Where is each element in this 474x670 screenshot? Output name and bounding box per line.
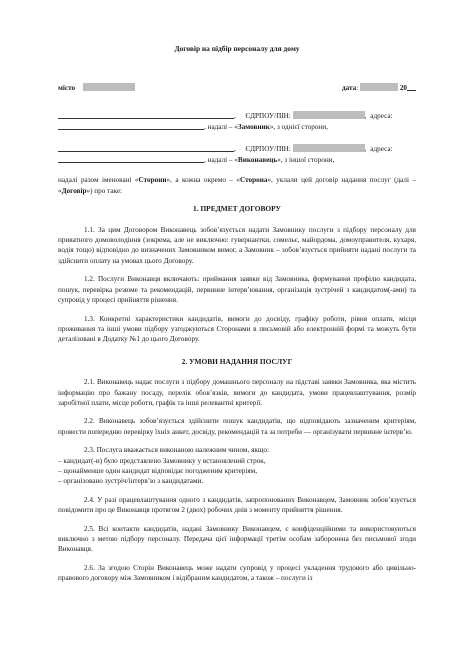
city-date-row	[58, 82, 416, 93]
customer-address-blank[interactable]	[58, 121, 204, 130]
city-label: місто	[58, 84, 76, 93]
contractor-address-blank[interactable]	[58, 154, 204, 163]
party-contractor-line2	[58, 154, 416, 165]
contractor-role: Виконавець	[237, 156, 278, 165]
contractor-role-prefix: , надалі – «	[204, 156, 238, 165]
intro-paragraph: надалі разом іменовані «Сторони», а кожна окремо – «Сторона», уклали цей договір надання послуг (далі – «Договір») про таке:	[58, 176, 416, 195]
contractor-edrpou-blank[interactable]	[293, 144, 365, 152]
year-blank[interactable]	[407, 82, 416, 91]
contractor-address-label: адреса:	[370, 144, 393, 153]
customer-role-prefix: , надалі – «	[204, 123, 238, 132]
clause-1-1: 1.1. За цим Договором Виконавець зобов’язується надати Замовнику послуги з підбору персоналу для приватного домоволодіння (зокрема, але не виключно: гувернантки, сомельє, майордома, домоуправителя, кухаря, водія тощо) відповідно до визначених Замовником вимог, а Замовник – зобов’язується прийняти надані послуги та здійснити оплату на умовах цього Договору.	[58, 225, 416, 265]
party-customer	[58, 110, 416, 133]
section-1-heading: 1. ПРЕДМЕТ ДОГОВОРУ	[193, 204, 281, 214]
section-2-heading: 2. УМОВИ НАДАННЯ ПОСЛУГ	[181, 356, 293, 366]
contractor-role-suffix: », з іншої сторони,	[277, 156, 335, 165]
clause-1-2: 1.2. Послуги Виконавця включають: приймання заявки від Замовника, формування профілю кандидата, пошук, перевірка резюме та рекомендацій, первинне інтерв’ювання, організація зустрічей з кандидатом(-ами) та супровід у процесі прийняття рішення.	[58, 275, 416, 305]
document-title: Договір на підбір персоналу для дому	[174, 44, 300, 53]
party-customer-line1: , ЄДРПОУ/ПІН: , адреса:	[58, 110, 416, 121]
city-blank[interactable]	[83, 83, 135, 91]
clause-2-4: 2.4. У разі працевлаштування одного з кандидатів, запропонованих Виконавцем, Замовник зобов’язується повідомити про це Виконавця протягом 2 (двох) робочих днів з моменту прийняття рішення.	[58, 495, 416, 515]
party-contractor	[58, 143, 416, 166]
clause-2-1: 2.1. Виконавець надає послуги з підбору домашнього персоналу на підставі заявки Замовника, яка містить інформацію про бажану посаду, перелік обов’язків, вимоги до кандидата, умови працевлаштування, розмір заробітної плати, місце роботи, графік та інші релевантні критерії.	[58, 378, 416, 407]
clause-2-5: 2.5. Всі контакти кандидатів, надані Замовнику Виконавцем, є конфіденційними та використовуються виключно з метою підбору персоналу. Передача цієї інформації третім особам заборонена без письмової згоди Виконавця.	[58, 524, 416, 554]
date-blank[interactable]	[360, 83, 398, 91]
customer-name-blank[interactable]	[58, 110, 234, 119]
customer-edrpou-label: ЄДРПОУ/ПІН:	[245, 111, 291, 120]
clause-1-3: 1.3. Конкретні характеристики кандидатів, вимоги до досвіду, графіку роботи, рівня оплати, місця проживання та інші умови підбору узгоджуються Сторонами в письмовій або електронній формі та можуть бути деталізовані в Додатку №1 до цього Договору.	[58, 314, 416, 344]
customer-role-suffix: », з однієї сторони,	[269, 123, 328, 132]
customer-edrpou-blank[interactable]	[293, 111, 365, 119]
list-item: – кандидат(-и) було представлено Замовнику у встановлений строк,	[58, 456, 266, 465]
contractor-name-blank[interactable]	[58, 143, 234, 152]
contractor-edrpou-label: ЄДРПОУ/ПІН:	[245, 144, 291, 153]
party-contractor-line1: , ЄДРПОУ/ПІН: , адреса:	[58, 143, 416, 154]
year-prefix: 20	[399, 84, 407, 93]
clause-2-3	[58, 445, 416, 487]
date-label: дата	[341, 84, 357, 93]
clause-2-2: 2.2. Виконавець зобов’язується здійснити пошук кандидатів, що відповідають зазначеним критеріям, провести попередню перевірку їхніх анкет, досвіду, рекомендацій та за потреби — організувати первинне інтерв’ю.	[58, 417, 416, 436]
clause-2-3-head: 2.3. Послуга вважається виконаною належним чином, якщо:	[84, 446, 269, 455]
city-field	[58, 83, 135, 93]
party-customer-line2	[58, 121, 416, 132]
list-item: – щонайменше один кандидат відповідає погодженим критеріям,	[58, 466, 258, 475]
clause-2-6: 2.6. За згодою Сторін Виконавець може надати супровід у процесі укладення трудового або цивільно-правового договору між Замовником і відібраним кандидатом, а також – послуги із	[58, 563, 416, 583]
list-item: – організовано зустріч/інтерв’ю з кандидатами.	[58, 477, 204, 486]
customer-role: Замовник	[237, 123, 270, 132]
customer-address-label: адреса:	[370, 111, 393, 120]
date-field: дата: 20	[342, 82, 416, 93]
